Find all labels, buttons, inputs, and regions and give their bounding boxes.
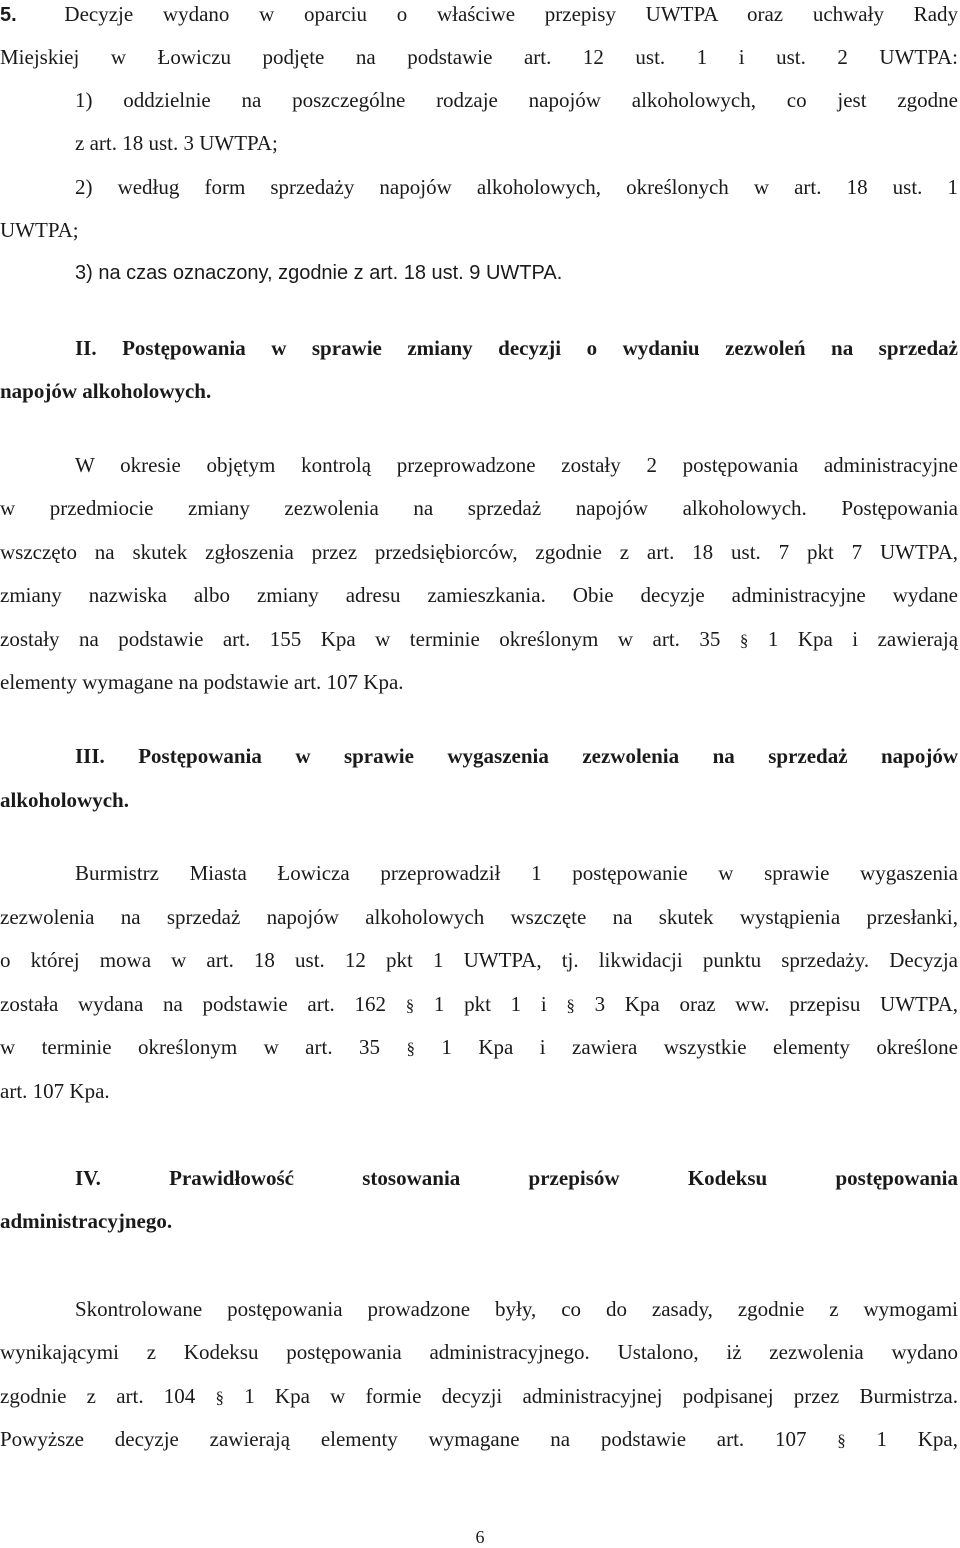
section-symbol: § — [739, 631, 749, 650]
section-iv-heading-line1: IV. Prawidłowość stosowania przepisów Kodeksu postępowania — [75, 1166, 958, 1190]
section-iii-p-line5 — [0, 1034, 958, 1062]
section-ii-p-line3: wszczęto na skutek zgłoszenia przez przedsiębiorców, zgodnie z art. 18 ust. 7 pkt 7 UWTPA, — [0, 540, 958, 564]
section-iii-p-line4a: została wydana na podstawie art. 162 — [0, 992, 386, 1016]
item5-line1 — [0, 1, 958, 28]
section-iii-p-line4c: 3 Kpa oraz ww. przepisu UWTPA, — [594, 992, 959, 1016]
section-iii-p-line5b: 1 Kpa i zawiera wszystkie elementy określone — [441, 1035, 959, 1059]
section-iv-p-line1: Skontrolowane postępowania prowadzone były, co do zasady, zgodnie z wymogami — [75, 1297, 958, 1321]
section-symbol: § — [215, 1388, 224, 1407]
section-ii-p-line5 — [0, 626, 958, 654]
section-iv-p-line4b: 1 Kpa, — [876, 1427, 958, 1451]
page-number: 6 — [475, 1527, 485, 1547]
section-iii-p-line5a: w terminie określonym w art. 35 — [0, 1035, 381, 1059]
item5-sub3: 3) na czas oznaczony, zgodnie z art. 18 ust. 9 UWTPA. — [75, 262, 563, 284]
section-iv-p-line4a: Powyższe decyzje zawierają elementy wymagane na podstawie art. 107 — [0, 1427, 807, 1451]
item5-number: 5. — [0, 4, 17, 26]
section-ii-heading-line2: napojów alkoholowych. — [0, 379, 212, 403]
section-symbol: § — [566, 996, 575, 1015]
section-iii-p-line3: o której mowa w art. 18 ust. 12 pkt 1 UWTPA, tj. likwidacji punktu sprzedaży. Decyzja — [0, 948, 958, 972]
section-iv-p-line4 — [0, 1426, 958, 1454]
section-ii-p-line4: zmiany nazwiska albo zmiany adresu zamieszkania. Obie decyzje administracyjne wydane — [0, 583, 958, 607]
section-iii-p-line6: art. 107 Kpa. — [0, 1079, 110, 1103]
item5-sub2-line2: UWTPA; — [0, 218, 79, 242]
section-iii-heading-line1: III. Postępowania w sprawie wygaszenia zezwolenia na sprzedaż napojów — [75, 744, 958, 768]
section-iv-heading-line2: administracyjnego. — [0, 1209, 173, 1233]
section-iv-p-line3b: 1 Kpa w formie decyzji administracyjnej podpisanej przez Burmistrza. — [244, 1384, 959, 1408]
item5-sub1-line1: 1) oddzielnie na poszczególne rodzaje napojów alkoholowych, co jest zgodne — [75, 88, 958, 112]
section-ii-p-line2: w przedmiocie zmiany zezwolenia na sprzedaż napojów alkoholowych. Postępowania — [0, 496, 958, 520]
section-ii-p-line5a: zostały na podstawie art. 155 Kpa w terminie określonym w art. 35 — [0, 627, 721, 651]
section-ii-p-line1: W okresie objętym kontrolą przeprowadzone zostały 2 postępowania administracyjne — [75, 453, 958, 477]
item5-line2: Miejskiej w Łowiczu podjęte na podstawie art. 12 ust. 1 i ust. 2 UWTPA: — [0, 45, 958, 69]
section-ii-p-line6: elementy wymagane na podstawie art. 107 Kpa. — [0, 670, 404, 694]
section-symbol: § — [405, 996, 415, 1015]
section-iii-p-line4 — [0, 991, 958, 1019]
section-symbol: § — [837, 1431, 846, 1450]
section-iii-p-line2: zezwolenia na sprzedaż napojów alkoholowych wszczęte na skutek wystąpienia przesłanki, — [0, 905, 958, 929]
item5-sub1-line2: z art. 18 ust. 3 UWTPA; — [75, 131, 278, 155]
section-iv-p-line3 — [0, 1383, 958, 1411]
item5-text-line1: Decyzje wydano w oparciu o właściwe przepisy UWTPA oraz uchwały Rady — [64, 2, 959, 26]
section-ii-p-line5b: 1 Kpa i zawierają — [767, 627, 959, 651]
section-ii-heading-line1: II. Postępowania w sprawie zmiany decyzji o wydaniu zezwoleń na sprzedaż — [75, 336, 958, 360]
section-iv-p-line3a: zgodnie z art. 104 — [0, 1384, 196, 1408]
section-iv-p-line2: wynikającymi z Kodeksu postępowania administracyjnego. Ustalono, iż zezwolenia wydano — [0, 1340, 958, 1364]
section-iii-p-line1: Burmistrz Miasta Łowicza przeprowadził 1 postępowanie w sprawie wygaszenia — [75, 861, 958, 885]
section-iii-heading-line2: alkoholowych. — [0, 788, 129, 812]
item5-sub2-line1: 2) według form sprzedaży napojów alkoholowych, określonych w art. 18 ust. 1 — [75, 175, 958, 199]
section-iii-p-line4b: 1 pkt 1 i — [433, 992, 547, 1016]
section-symbol: § — [406, 1039, 415, 1058]
